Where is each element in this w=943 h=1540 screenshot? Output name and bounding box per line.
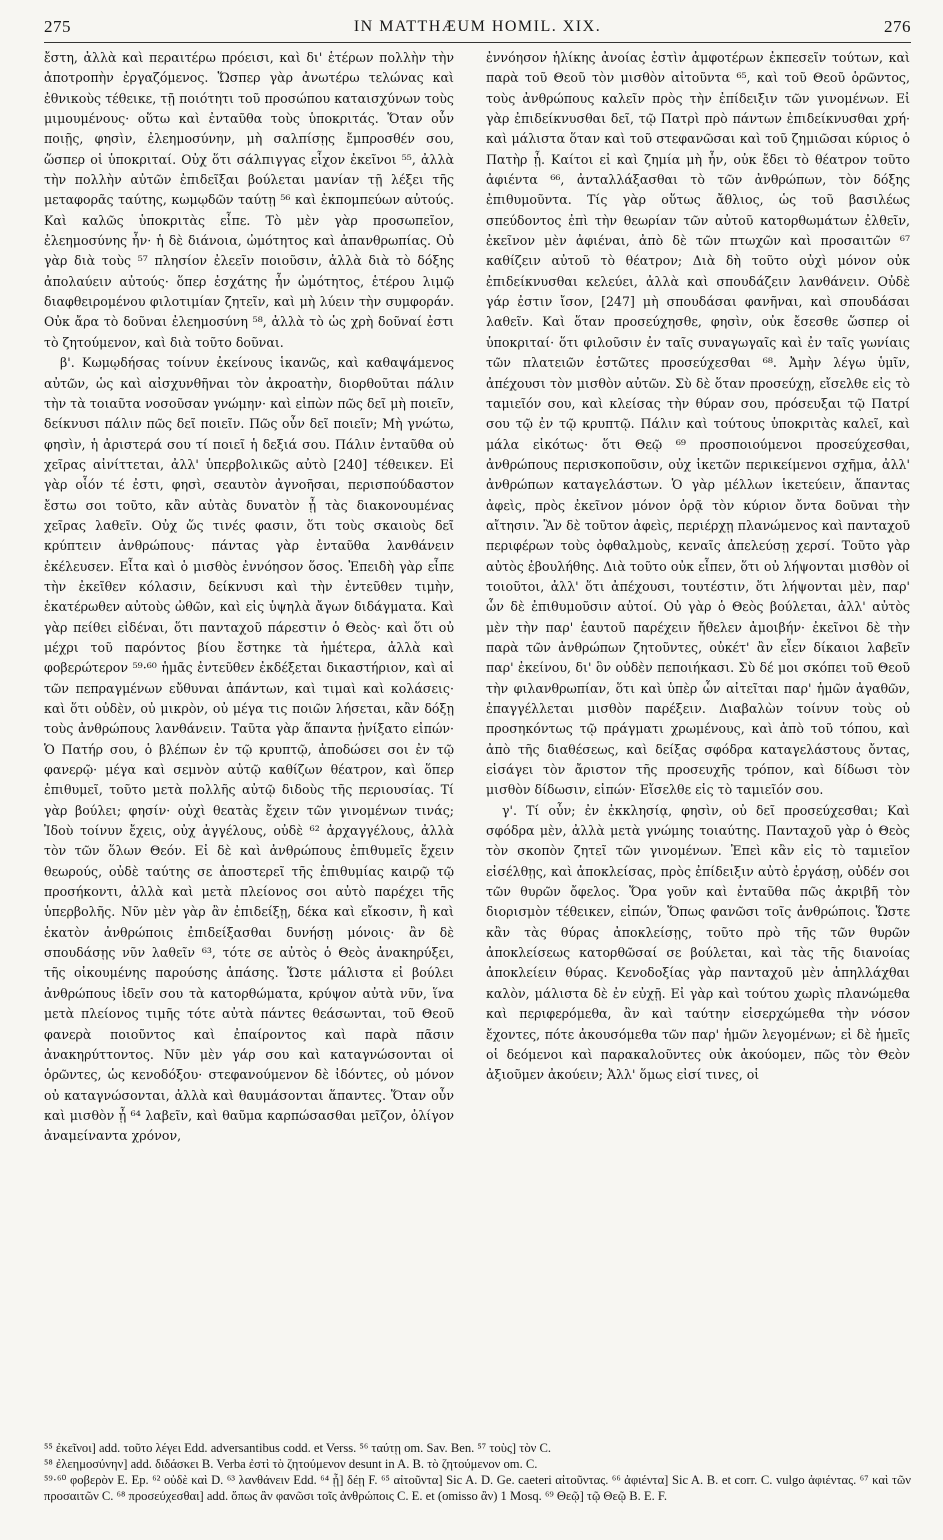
footnote-line: ⁵⁹·⁶⁰ φοβερὸν E. Ep. ⁶² οὐδὲ καὶ D. ⁶³ λανθάνειν Edd. ⁶⁴ ᾖ] δέῃ F. ⁶⁵ αἰτοῦντα] Sic A. D. Ge. caeteri αἰτοῦντας. ⁶⁶ ἀφιέντα] Sic A. B. et corr. C. vulgo ἀφιέντας. ⁶⁷ καὶ τῶν προσαιτῶν C. ⁶⁸ προσεύχεσθαι] add. ὅπως ἂν φανῶσι τοῖς ἀνθρώποις C. E. et (omisso ἂν) 1 Mosq. ⁶⁹ Θεῷ] τῷ Θεῷ B. E. F. — [44, 1473, 911, 1503]
left-paragraph-2: β'. Κωμῳδήσας τοίνυν ἐκείνους ἱκανῶς, καὶ καθαψάμενος αὐτῶν, ὡς καὶ αἰσχυνθῆναι τὸν ἀκροατὴν, διορθοῦται πάλιν τὴν τὰ τοιαῦτα νοσοῦσαν γνώμην· καὶ εἰπὼν πῶς δεῖ μὴ ποιεῖν, δείκνυσι πάλιν πῶς δεῖ ποιεῖν. Πῶς οὖν δεῖ ποιεῖν; Μὴ γνώτω, φησὶν, ἡ ἀριστερά σου τί ποιεῖ ἡ δεξιά σου. Πάλιν ἐνταῦθα οὐ χεῖρας αἰνίττεται, ἀλλ' ὑπερβολικῶς αὐτὸ [240] τέθεικεν. Εἰ γὰρ οἷόν τέ ἐστι, φησὶ, σεαυτὸν ἀγνοῆσαι, περισπούδαστον ἔστω σοι τοῦτο, κἂν αὐτὰς δυνατὸν ᾖ τὰς διακονουμένας χεῖρας λαθεῖν. Οὐχ ὥς τινές φασιν, ὅτι τοὺς σκαιοὺς δεῖ κρύπτειν ἀνθρώπους· πάντας γὰρ ἐνταῦθα λανθάνειν ἐκέλευσεν. Εἶτα καὶ ὁ μισθὸς ἐννόησον ὅσος. Ἐπειδὴ γὰρ εἶπε τὴν ἐκεῖθεν κόλασιν, δείκνυσι καὶ τὴν ἐντεῦθεν τιμὴν, ἑκατέρωθεν αὐτοὺς ὠθῶν, καὶ εἰς ὑψηλὰ ἄγων διδάγματα. Καὶ γὰρ πείθει εἰδέναι, ὅτι πανταχοῦ πάρεστιν ὁ Θεὸς· καὶ ὅτι οὐ μέχρι τοῦ παρόντος βίου ἔστηκε τὰ ἡμέτερα, ἀλλὰ καὶ φοβερώτερον ⁵⁹·⁶⁰ ἡμᾶς ἐντεῦθεν ἐκδέξεται δικαστήριον, καὶ αἱ τῶν πεπραγμένων εὔθυναι ἁπάντων, καὶ τιμαὶ καὶ κολάσεις· καὶ ὅτι οὐδὲν, οὐ μικρὸν, οὐ μέγα τις ποιῶν λήσεται, κἂν δόξῃ τοὺς ἀνθρώπους λανθάνειν. Ταῦτα γὰρ ἅπαντα ᾐνίξατο εἰπών· Ὁ Πατήρ σου, ὁ βλέπων ἐν τῷ κρυπτῷ, ἀποδώσει σοι ἐν τῷ φανερῷ· μέγα καὶ σεμνὸν αὐτῷ καθίζων θέατρον, καὶ ὅπερ ἐπιθυμεῖ, τοῦτο μετὰ πολλῆς αὐτῷ διδοὺς τῆς περιουσίας. Τί γὰρ βούλει; φησίν· οὐχὶ θεατὰς ἔχειν τῶν γινομένων τινάς; Ἰδοὺ τοίνυν ἔχεις, οὐχ ἀγγέλους, οὐδὲ ⁶² ἀρχαγγέλους, ἀλλὰ τὸν τῶν ὅλων Θεόν. Εἰ δὲ καὶ ἀνθρώπους ἐπιθυμεῖς ἔχειν θεωρούς, οὐδὲ ταύτης σε ἀποστερεῖ τῆς ἐπιθυμίας καιρῷ τῷ προσήκοντι, ἀλλὰ καὶ μετὰ πλείονος σοι αὐτὸ παρέχει τῆς ὑπερβολῆς. Νῦν μὲν γὰρ ἂν ἐπιδείξῃ, δέκα καὶ εἴκοσιν, ἢ καὶ ἑκατὸν ἀνθρώποις ἐπιδείξασθαι δυνήσῃ μόνοις· ἂν δὲ σπουδάσῃς νῦν λαθεῖν ⁶³, τότε σε αὐτὸς ὁ Θεὸς ἀνακηρύξει, τῆς οἰκουμένης παρούσης ἁπάσης. Ὥστε μάλιστα εἰ βούλει ἀνθρώπους ἰδεῖν σου τὰ κατορθώματα, κρύψον αὐτὰ νῦν, ἵνα μετὰ πλείονος τιμῆς τότε αὐτὰ πάντες θεάσωνται, τοῦ Θεοῦ φανερὰ ποιοῦντος καὶ ἐπαίροντος καὶ παρὰ πᾶσιν ἀνακηρύττοντος. Νῦν μὲν γάρ σου καὶ καταγνώσονται οἱ ὁρῶντες, ὡς κενοδόξου· στεφανούμενον δὲ ἰδόντες, οὐ μόνον οὐ καταγνώσονται, ἀλλὰ καὶ θαυμάσονται ἅπαντες. Ὅταν οὖν καὶ μισθὸν ᾖ ⁶⁴ λαβεῖν, καὶ θαῦμα καρπώσασθαι μεῖζον, ὀλίγον ἀναμείναντα χρόνον, — [44, 355, 454, 1144]
right-paragraph-2: γ'. Τί οὖν; ἐν ἐκκλησίᾳ, φησὶν, οὐ δεῖ προσεύχεσθαι; Καὶ σφόδρα μὲν, ἀλλὰ μετὰ γνώμης τοιαύτης. Πανταχοῦ γὰρ ὁ Θεὸς τὸν σκοπὸν ζητεῖ τῶν γινομένων. Ἐπεὶ κἂν εἰς τὸ ταμιεῖον εἰσέλθῃς, καὶ ἀποκλείσας, πρὸς ἐπίδειξιν αὐτὸ ἐργάσῃ, οὐδέν σοι τῶν θυρῶν ὄφελος. Ὅρα γοῦν καὶ ἐνταῦθα πῶς ἀκριβῆ τὸν διορισμὸν τέθεικεν, εἰπών, Ὅπως φανῶσι τοῖς ἀνθρώποις. Ὥστε κἂν τὰς θύρας ἀποκλείσῃς, τοῦτο πρὸ τῆς τῶν θυρῶν ἀποκλείσεως κατορθῶσαί σε βούλεται, καὶ τὰς τῆς διανοίας ἀποκλείειν θύρας. Κενοδοξίας γὰρ πανταχοῦ μὲν ἀπηλλάχθαι καλὸν, μάλιστα δὲ ἐν εὐχῇ. Εἰ γὰρ καὶ τούτου χωρὶς πλανώμεθα καὶ περιφερόμεθα, ἂν καὶ ταύτην εἰσερχώμεθα τὴν νόσον ἔχοντες, πότε ἀκουσόμεθα τῶν παρ' ἡμῶν λεγομένων; εἰ δὲ ἡμεῖς οἱ δεόμενοι καὶ παρακαλοῦντες οὐκ ἀκούομεν, πῶς τὸν Θεὸν ἀξιοῦμεν ἀκούειν; Ἀλλ' ὅμως εἰσί τινες, οἱ — [486, 802, 910, 1083]
footnotes — [44, 1440, 911, 1532]
left-column — [44, 48, 454, 1428]
footnote-line: ⁵⁵ ἐκεῖνοι] add. τοῦτο λέγει Edd. adversantibus codd. et Verss. ⁵⁶ ταύτῃ om. Sav. Ben. ⁵⁷ τοὺς] τὸν C. — [44, 1441, 552, 1455]
left-paragraph-1: ἔστη, ἀλλὰ καὶ περαιτέρω πρόεισι, καὶ δι' ἑτέρων πολλὴν τὴν ἀποτροπὴν ἐργαζόμενος. Ὥσπερ γὰρ ἀνωτέρω τελώνας καὶ ἐθνικοὺς τέθεικε, τῇ ποιότητι τοῦ προσώπου καταισχύνων τοὺς μιμουμένους· οὕτω καὶ ἐνταῦθα τοὺς ὑποκριτάς. Ὅταν οὖν ποιῇς, φησὶν, ἐλεημοσύνην, μὴ σαλπίσῃς ἔμπροσθέν σου, ὥσπερ οἱ ὑποκριταί. Οὐχ ὅτι σάλπιγγας εἶχον ἐκεῖνοι ⁵⁵, ἀλλὰ τὴν πολλὴν αὐτῶν ἐπιδεῖξαι βούλεται μανίαν τῇ λέξει τῆς μεταφορᾶς ταύτης, κωμῳδῶν ταύτῃ ⁵⁶ καὶ ἐκπομπεύων αὐτούς. Καὶ καλῶς ὑποκριτὰς εἶπε. Τὸ μὲν γὰρ προσωπεῖον, ἐλεημοσύνης ἦν· ἡ δὲ διάνοια, ὠμότητος καὶ ἀπανθρωπίας. Οὐ γὰρ διὰ τοὺς ⁵⁷ πλησίον ἐλεεῖν ποιοῦσιν, ἀλλὰ διὰ τὸ δόξης ἀπολαύειν αὐτούς· ὅπερ ἐσχάτης ἦν ὠμότητος, ἑτέρου λιμῷ διαφθειρομένου φιλοτιμίαν ζητεῖν, καὶ μὴ λύειν τὴν συμφοράν. Οὐκ ἄρα τὸ δοῦναι ἐλεημοσύνη ⁵⁸, ἀλλὰ τὸ ὡς χρὴ δοῦναί ἐστι τὸ ζητούμενον, καὶ διὰ τοῦτο δοῦναι. — [44, 50, 454, 350]
right-paragraph-1: ἐννόησον ἡλίκης ἀνοίας ἐστὶν ἀμφοτέρων ἐκπεσεῖν τούτων, καὶ παρὰ τοῦ Θεοῦ τὸν μισθὸν αἰτοῦντα ⁶⁵, καὶ τοῦ Θεοῦ ὁρῶντος, τοὺς ἀνθρώπους καλεῖν πρὸς τὴν ἐπίδειξιν τῶν γινομένων. Εἰ γὰρ ἐπιδείκνυσθαι δεῖ, τῷ Πατρὶ πρὸ πάντων ἐπιδείκνυσθαι χρή· καὶ μάλιστα ὅταν καὶ τοῦ στεφανῶσαι καὶ τοῦ ζημιῶσαι κύριος ὁ Πατὴρ ᾖ. Καίτοι εἰ καὶ ζημία μὴ ἦν, οὐκ ἔδει τὸ θέατρον τοῦτο ἀφιέντα ⁶⁶, ἀνταλλάξασθαι τὸ τῶν ἀνθρώπων, τὸν δόξης ἐπιθυμοῦντα. Τίς γὰρ οὕτως ἄθλιος, ὡς τοῦ βασιλέως σπεύδοντος ἐπὶ τὴν θεωρίαν τῶν αὐτοῦ κατορθωμάτων ἐλθεῖν, ἐκεῖνον μὲν ἀφιέναι, ἀπὸ δὲ τῶν πτωχῶν καὶ προσαιτῶν ⁶⁷ καθίζειν αὐτοῦ τὸ θέατρον; Διὰ δὴ τοῦτο οὐχὶ μόνον οὐκ ἐπιδείκνυσθαι κελεύει, ἀλλὰ καὶ σπουδάζειν λανθάνειν. Οὐδὲ γάρ ἐστιν ἴσον, [247] μὴ σπουδάσαι φανῆναι, καὶ σπουδάσαι λαθεῖν. Καὶ ὅταν προσεύχησθε, φησὶν, οὐκ ἔσεσθε ὥσπερ οἱ ὑποκριταί· ὅτι φιλοῦσιν ἐν ταῖς συναγωγαῖς καὶ ἐν ταῖς γωνίαις τῶν πλατειῶν ἑστῶτες προσεύχεσθαι ⁶⁸. Ἀμὴν λέγω ὑμῖν, ἀπέχουσι τὸν μισθὸν αὐτῶν. Σὺ δὲ ὅταν προσεύχῃ, εἴσελθε εἰς τὸ ταμιεῖόν σου, καὶ κλείσας τὴν θύραν σου, πρόσευξαι τῷ Πατρί σου τῷ ἐν τῷ κρυπτῷ. Πάλιν καὶ τούτους ὑποκριτὰς καλεῖ, καὶ μάλα εἰκότως· ὅτι Θεῷ ⁶⁹ προσποιούμενοι προσεύχεσθαι, ἀνθρώπους περισκοποῦσιν, οὐχ ἱκετῶν περικείμενοι σχῆμα, ἀλλ' ἀνθρώπων καταγελάστων. Ὁ γὰρ μέλλων ἱκετεύειν, ἅπαντας ἀφεὶς, πρὸς ἐκεῖνον μόνον ὁρᾷ τὸν κύριον ὄντα δοῦναι τὴν αἴτησιν. Ἂν δὲ τοῦτον ἀφεὶς, περιέρχῃ πλανώμενος καὶ πανταχοῦ περιφέρων τοὺς ὀφθαλμοὺς, κεναῖς ἀπελεύσῃ χερσί. Τοῦτο γὰρ αὐτὸς ἐβουλήθης. Διὰ τοῦτο οὐκ εἶπεν, ὅτι οὐ λήψονται μισθὸν οἱ τοιοῦτοι, ἀλλ' ὅτι ἀπέχουσι, τουτέστιν, ὅτι λήψονται μὲν, παρ' ὧν δὲ ἐπιθυμοῦσιν αὐτοί. Οὐ γὰρ ὁ Θεὸς βούλεται, ἀλλ' αὐτὸς μὲν τὴν παρ' ἑαυτοῦ παρέχειν ἤθελεν ἀμοιβήν· ἐκεῖνοι δὲ τὴν παρὰ τῶν ἀνθρώπων ζητοῦντες, οὐκέτ' ἂν εἶεν δίκαιοι λαβεῖν παρ' ἐκείνου, δι' ὃν οὐδὲν πεποιήκασι. Σὺ δέ μοι σκόπει τοῦ Θεοῦ τὴν φιλανθρωπίαν, ὅτι καὶ ὑπὲρ ὧν αἰτεῖται παρ' ἡμῶν ἀγαθῶν, ἐπαγγέλλεται μισθὸν παρέξειν. Διαβαλὼν τοίνυν τοὺς οὐ προσηκόντως τῷ πράγματι χρωμένους, καὶ ἀπὸ τοῦ τόπου, καὶ ἀπὸ τῆς διαθέσεως, καὶ δείξας σφόδρα καταγελάστους ὄντας, εἰσάγει τὸν ἄριστον τῆς προσευχῆς τρόπον, καὶ δίδωσι τὸν μισθὸν δίδωσιν, εἰπών· Εἴσελθε εἰς τὸ ταμιεῖόν σου. — [486, 50, 910, 798]
footnote-line: ⁵⁸ ἐλεημοσύνην] add. διδάσκει B. Verba ἐστὶ τὸ ζητούμενον desunt in A. B. τὸ ζητούμενον om. C. — [44, 1457, 538, 1471]
running-title: IN MATTHÆUM HOMIL. XIX. — [353, 18, 602, 35]
right-column — [486, 48, 910, 1433]
left-page-number: 275 — [44, 17, 71, 36]
running-header — [44, 12, 911, 42]
header-rule — [44, 42, 911, 43]
right-page-number: 276 — [884, 17, 911, 36]
